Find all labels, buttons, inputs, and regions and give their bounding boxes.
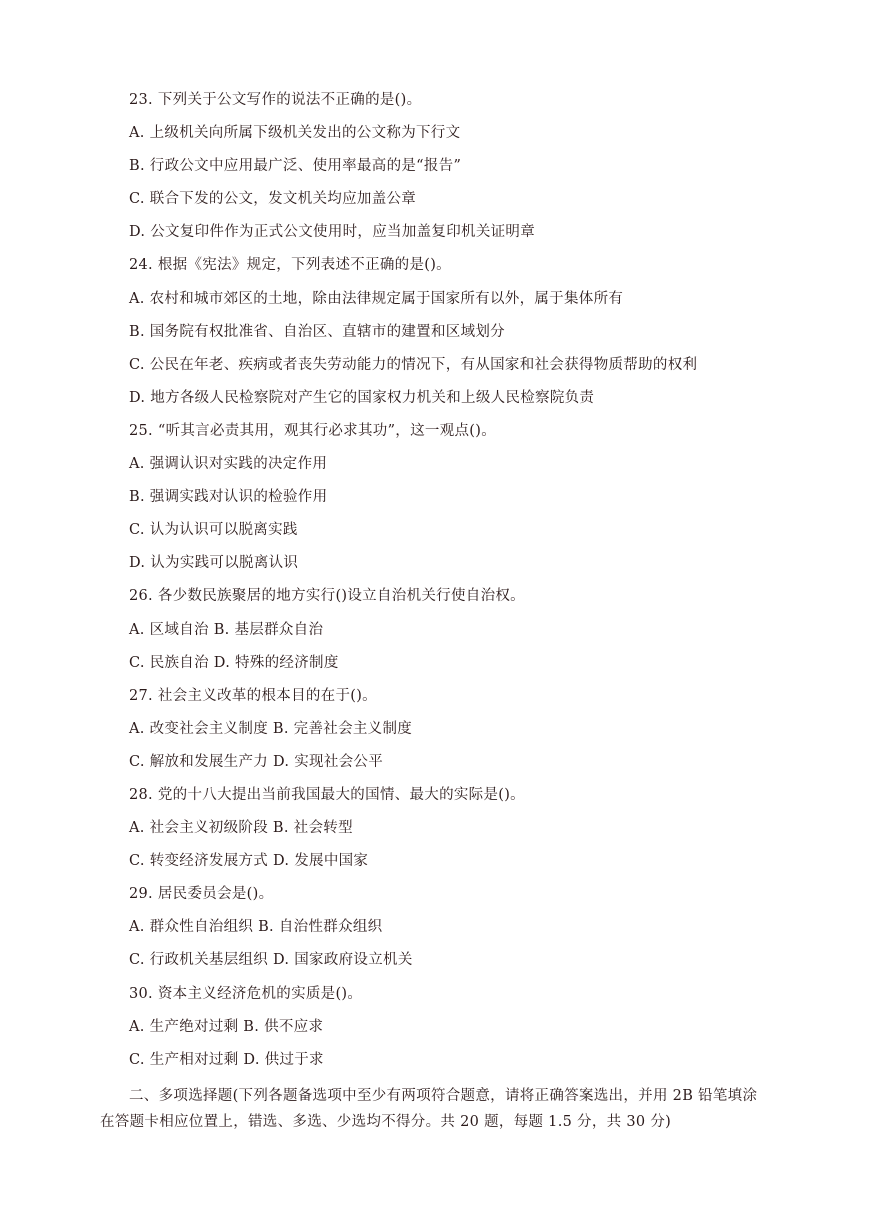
option-24-c: C. 公民在年老、疾病或者丧失劳动能力的情况下，有从国家和社会获得物质帮助的权利 — [129, 356, 698, 373]
option-23-c: C. 联合下发的公文，发文机关均应加盖公章 — [129, 191, 417, 208]
option-25-b: B. 强调实践对认识的检验作用 — [129, 489, 328, 506]
question-27: 27. 社会主义改革的根本目的在于()。 — [129, 687, 377, 704]
options-29-ab: A. 群众性自治组织 B. 自治性群众组织 — [129, 919, 383, 936]
question-list — [129, 88, 829, 1081]
options-29-cd: C. 行政机关基层组织 D. 国家政府设立机关 — [129, 952, 413, 969]
options-27-ab: A. 改变社会主义制度 B. 完善社会主义制度 — [129, 720, 413, 737]
question-25: 25. “听其言必责其用，观其行必求其功”，这一观点()。 — [129, 422, 497, 439]
question-24: 24. 根据《宪法》规定，下列表述不正确的是()。 — [129, 257, 451, 274]
option-25-d: D. 认为实践可以脱离认识 — [129, 555, 299, 572]
option-24-a: A. 农村和城市郊区的土地，除由法律规定属于国家所有以外，属于集体所有 — [129, 290, 624, 307]
question-30: 30. 资本主义经济危机的实质是()。 — [129, 985, 363, 1002]
option-24-b: B. 国务院有权批准省、自治区、直辖市的建置和区域划分 — [129, 323, 505, 340]
options-30-cd: C. 生产相对过剩 D. 供过于求 — [129, 1051, 324, 1068]
question-28: 28. 党的十八大提出当前我国最大的国情、最大的实际是()。 — [129, 786, 525, 803]
options-28-cd: C. 转变经济发展方式 D. 发展中国家 — [129, 853, 369, 870]
option-23-b: B. 行政公文中应用最广泛、使用率最高的是“报告” — [129, 158, 462, 175]
options-26-cd: C. 民族自治 D. 特殊的经济制度 — [129, 654, 339, 671]
option-23-d: D. 公文复印件作为正式公文使用时，应当加盖复印机关证明章 — [129, 224, 536, 241]
option-25-a: A. 强调认识对实践的决定作用 — [129, 456, 328, 473]
option-24-d: D. 地方各级人民检察院对产生它的国家权力机关和上级人民检察院负责 — [129, 389, 595, 406]
option-23-a: A. 上级机关向所属下级机关发出的公文称为下行文 — [129, 125, 461, 142]
question-26: 26. 各少数民族聚居的地方实行()设立自治机关行使自治权。 — [129, 588, 525, 605]
options-27-cd: C. 解放和发展生产力 D. 实现社会公平 — [129, 753, 384, 770]
section-instructions-line-2: 在答题卡相应位置上，错选、多选、少选均不得分。共 20 题，每题 1.5 分，共 30 分) — [100, 1114, 672, 1130]
option-25-c: C. 认为认识可以脱离实践 — [129, 522, 298, 539]
options-26-ab: A. 区域自治 B. 基层群众自治 — [129, 621, 324, 638]
options-30-ab: A. 生产绝对过剩 B. 供不应求 — [129, 1018, 324, 1035]
options-28-ab: A. 社会主义初级阶段 B. 社会转型 — [129, 820, 353, 837]
section-heading-multiple-choice — [100, 1083, 790, 1135]
section-instructions-line-1: 二、多项选择题(下列各题备选项中至少有两项符合题意，请将正确答案选出，并用 2B 铅笔填涂 — [129, 1088, 758, 1104]
question-29: 29. 居民委员会是()。 — [129, 886, 274, 903]
question-23: 23. 下列关于公文写作的说法不正确的是()。 — [129, 92, 422, 108]
